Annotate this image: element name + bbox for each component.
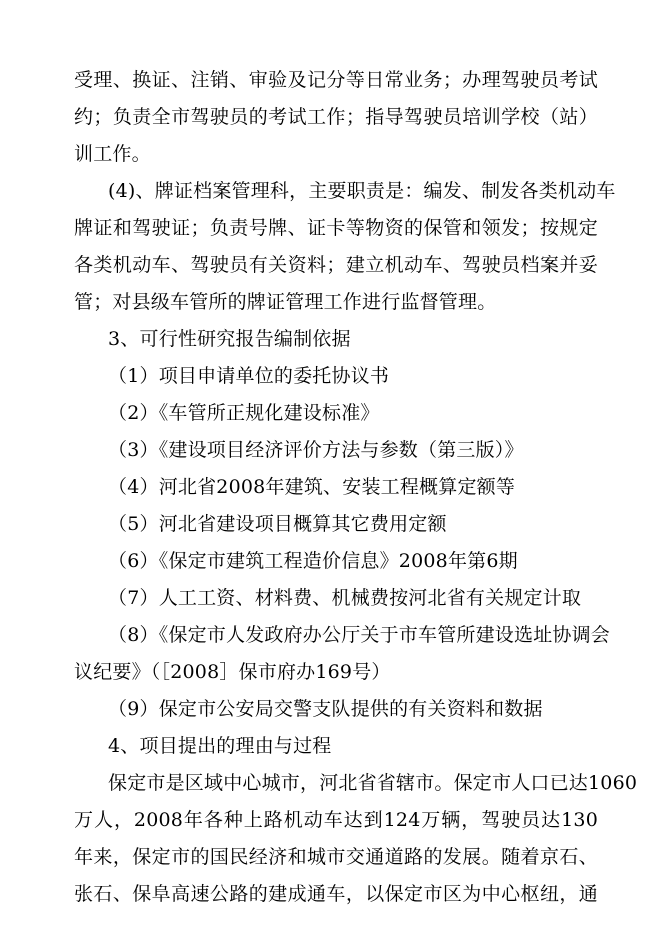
- list-item-continuation: 议纪要》（［2008］保市府办169号）: [74, 661, 391, 683]
- text-line: 保定市是区域中心城市，河北省省辖市。保定市人口已达1060: [108, 772, 638, 794]
- list-item: （3）《建设项目经济评价方法与参数（第三版）》: [108, 439, 524, 461]
- list-item: （2）《车管所正规化建设标准》: [108, 402, 380, 424]
- text-line: 各类机动车、驾驶员有关资料；建立机动车、驾驶员档案并妥: [74, 254, 598, 276]
- list-item: （8）《保定市人发政府办公厅关于市车管所建设选址协调会: [108, 624, 610, 646]
- text-line: 受理、换证、注销、审验及记分等日常业务；办理驾驶员考试: [74, 69, 598, 91]
- text-line: 张石、保阜高速公路的建成通车，以保定市区为中心枢纽，通: [74, 883, 598, 905]
- text-line: 管；对县级车管所的牌证管理工作进行监督管理。: [74, 291, 497, 313]
- section-heading: 3、可行性研究报告编制依据: [108, 328, 351, 350]
- list-item: （4）河北省2008年建筑、安装工程概算定额等: [108, 476, 516, 498]
- list-item: （9）保定市公安局交警支队提供的有关资料和数据: [108, 698, 543, 720]
- list-item: （5）河北省建设项目概算其它费用定额: [108, 513, 447, 535]
- text-line: (4)、牌证档案管理科，主要职责是：编发、制发各类机动车: [108, 180, 616, 202]
- section-heading: 4、项目提出的理由与过程: [108, 735, 332, 757]
- list-item: （1）项目申请单位的委托协议书: [108, 365, 390, 387]
- text-line: 万人，2008年各种上路机动车达到124万辆，驾驶员达130: [74, 809, 598, 831]
- list-item: （6）《保定市建筑工程造价信息》2008年第6期: [108, 550, 518, 572]
- text-line: 年来，保定市的国民经济和城市交通道路的发展。随着京石、: [74, 846, 598, 868]
- list-item: （7）人工工资、材料费、机械费按河北省有关规定计取: [108, 587, 582, 609]
- text-line: 训工作。: [74, 143, 151, 165]
- text-line: 牌证和驾驶证；负责号牌、证卡等物资的保管和领发；按规定: [74, 217, 598, 239]
- text-line: 约；负责全市驾驶员的考试工作；指导驾驶员培训学校（站）: [74, 106, 598, 128]
